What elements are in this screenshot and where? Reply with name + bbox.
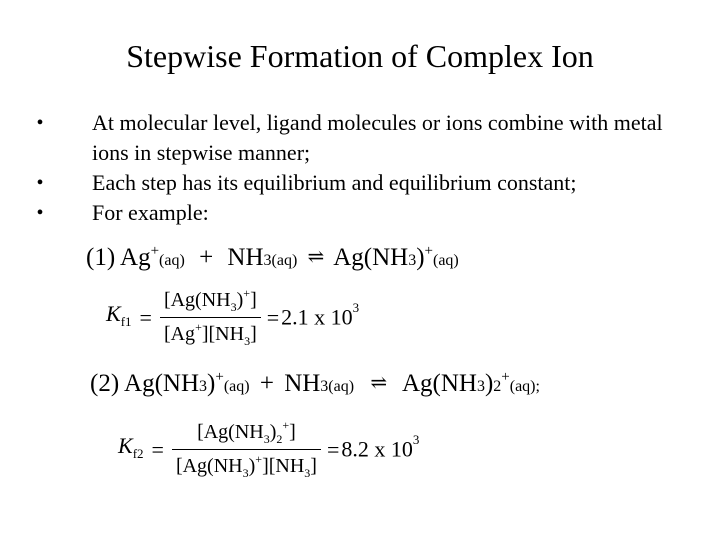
bullet-marker: • xyxy=(36,202,44,224)
page-title: Stepwise Formation of Complex Ion xyxy=(126,38,594,74)
kf1-fraction xyxy=(160,286,261,349)
bullet-text: At molecular level, ligand molecules or ions combine with metal ions in stepwise manner; xyxy=(92,110,663,165)
bullet-item xyxy=(30,108,700,168)
bullet-marker: • xyxy=(36,172,44,194)
bullet-item xyxy=(30,198,700,228)
kf1-equation: $K_{f1}$ = $\frac{[Ag(NH_3)^+]}{[Ag^+][NH_3]}$ =2.1 x $10^3$ xyxy=(106,286,360,348)
reaction-2: (2) Ag(NH3)+(aq) + NH3(aq) ⇌ Ag(NH3)2+(aq); xyxy=(90,369,540,397)
bullet-item xyxy=(30,168,700,198)
equilibrium-arrow-icon: ⇌ xyxy=(370,372,388,394)
bullet-list xyxy=(30,108,700,228)
kf2-fraction xyxy=(172,418,321,481)
kf1-numerator: $[Ag(NH_3)^+]$ xyxy=(160,286,261,318)
bullet-text: Each step has its equilibrium and equilibrium constant; xyxy=(92,170,577,195)
bullet-marker: • xyxy=(36,112,44,134)
kf2-numerator: $[Ag(NH_3)_2^+]$ xyxy=(172,418,321,450)
equilibrium-arrow-icon: ⇌ xyxy=(307,246,325,268)
kf1-denominator: $[Ag^+][NH_3]$ xyxy=(163,320,257,348)
reaction-1: (1) Ag+(aq) + NH3(aq) ⇌ Ag(NH3)+(aq) xyxy=(86,243,459,271)
kf2-denominator: $[Ag(NH_3)^+][NH_3]$ xyxy=(175,452,317,480)
bullet-text: For example: xyxy=(92,200,209,225)
kf2-equation: $K_{f2}$ = $\frac{[Ag(NH_3)_2^+]}{[Ag(NH_3)^+][NH_3]}$ =8.2 x $10^3$ xyxy=(118,418,420,480)
